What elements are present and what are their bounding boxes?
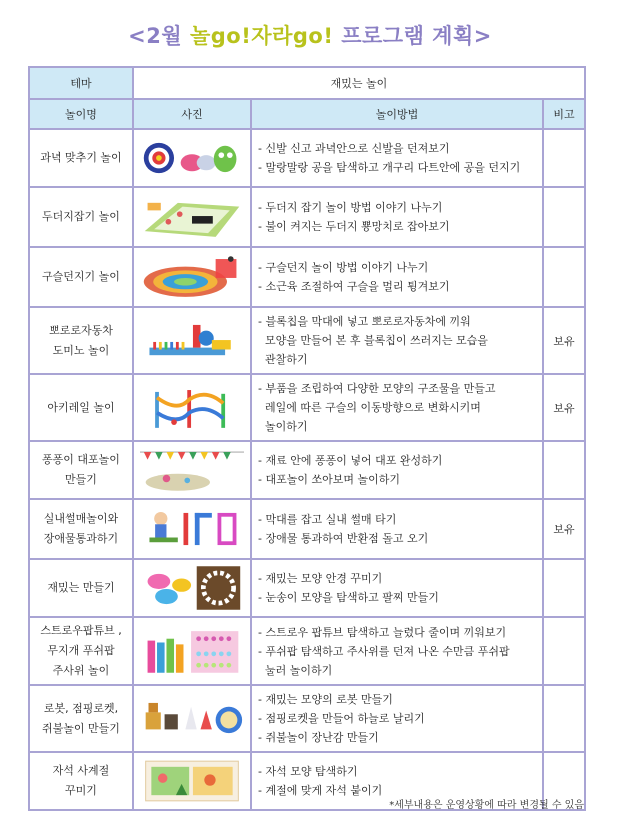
magnet-seasons-board-photo bbox=[140, 757, 244, 805]
activity-method bbox=[251, 129, 543, 187]
activity-name bbox=[29, 685, 133, 752]
table-row bbox=[29, 441, 585, 499]
whack-a-mole-photo bbox=[140, 192, 244, 242]
activity-name bbox=[29, 752, 133, 810]
activity-photo-cell bbox=[133, 685, 251, 752]
page-title bbox=[0, 20, 620, 50]
activity-method bbox=[251, 499, 543, 559]
activity-name-line: 로봇, 점핑로켓, bbox=[43, 701, 119, 715]
glasses-and-bracelet-photo bbox=[140, 564, 244, 612]
activity-rows bbox=[29, 129, 585, 810]
activity-method bbox=[251, 307, 543, 374]
activity-name-line: 스트로우팝튜브 , bbox=[40, 624, 122, 637]
method-line: - 대포놀이 쏘아보며 놀이하기 bbox=[258, 473, 400, 486]
activity-photo-cell bbox=[133, 752, 251, 810]
activity-photo-cell bbox=[133, 617, 251, 685]
program-table bbox=[28, 66, 586, 811]
theme-label: 테마 bbox=[29, 67, 133, 99]
method-line: - 불이 켜지는 두더지 뿅망치로 잡아보기 bbox=[258, 220, 450, 233]
method-line: - 눈송이 모양을 탐색하고 팔찌 만들기 bbox=[258, 591, 439, 604]
table-row bbox=[29, 499, 585, 559]
activity-name-line: 두더지잡기 놀이 bbox=[42, 210, 120, 223]
activity-photo-cell bbox=[133, 247, 251, 307]
activity-method bbox=[251, 617, 543, 685]
activity-note bbox=[543, 685, 585, 752]
activity-method bbox=[251, 187, 543, 247]
activity-note bbox=[543, 247, 585, 307]
activity-note: 보유 bbox=[543, 374, 585, 441]
method-line: - 재밌는 모양의 로봇 만들기 bbox=[258, 693, 393, 706]
activity-name-line: 아키레일 놀이 bbox=[47, 400, 115, 414]
activity-method bbox=[251, 247, 543, 307]
activity-note: 보유 bbox=[543, 499, 585, 559]
table-row bbox=[29, 129, 585, 187]
indoor-sled-photo bbox=[140, 504, 244, 554]
table-row bbox=[29, 247, 585, 307]
activity-name bbox=[29, 307, 133, 374]
table-row bbox=[29, 685, 585, 752]
activity-name-line: 구슬던지기 놀이 bbox=[42, 270, 120, 283]
method-line: - 푸쉬팝 탐색하고 주사위를 던져 나온 수만큼 푸쉬팝 bbox=[258, 644, 510, 658]
activity-photo-cell bbox=[133, 559, 251, 617]
method-line: 모양을 만들어 본 후 블록칩이 쓰러지는 모습을 bbox=[258, 334, 488, 347]
activity-note bbox=[543, 129, 585, 187]
activity-name-line: 도미노 놀이 bbox=[52, 343, 110, 357]
footnote: *세부내용은 운영상황에 따라 변경될 수 있음 bbox=[389, 800, 584, 811]
table-row bbox=[29, 559, 585, 617]
method-line: - 소근육 조절하여 구슬을 멀리 튕겨보기 bbox=[258, 280, 450, 293]
method-line: - 재밌는 모양 안경 꾸미기 bbox=[258, 572, 383, 585]
robot-rocket-photo bbox=[140, 695, 244, 743]
activity-note bbox=[543, 441, 585, 499]
method-line: 레일에 따른 구슬의 이동방향으로 변화시키며 bbox=[258, 401, 481, 414]
method-line: - 두더지 잡기 놀이 방법 이야기 나누기 bbox=[258, 201, 443, 214]
target-and-shoes-photo bbox=[140, 134, 244, 182]
activity-method bbox=[251, 374, 543, 441]
marble-rail-photo bbox=[140, 383, 244, 433]
activity-name bbox=[29, 617, 133, 685]
method-line: 관찰하기 bbox=[258, 353, 308, 366]
activity-note bbox=[543, 617, 585, 685]
table-row bbox=[29, 187, 585, 247]
method-line: - 말랑말랑 공을 탐색하고 개구리 다트안에 공을 던지기 bbox=[258, 161, 521, 174]
col-header-name: 놀이명 bbox=[29, 99, 133, 129]
activity-note bbox=[543, 559, 585, 617]
method-line: - 부품을 조립하여 다양한 모양의 구조물을 만들고 bbox=[258, 382, 496, 395]
method-line: - 점핑로켓을 만들어 하늘로 날리기 bbox=[258, 712, 425, 725]
method-line: - 쥐불놀이 장난감 만들기 bbox=[258, 731, 379, 744]
activity-name-line: 장애물통과하기 bbox=[43, 532, 119, 545]
method-line: - 막대를 잡고 실내 썰매 타기 bbox=[258, 513, 397, 526]
activity-note: 보유 bbox=[543, 307, 585, 374]
activity-name-line: 재밌는 만들기 bbox=[47, 581, 115, 594]
activity-method bbox=[251, 685, 543, 752]
col-header-note: 비고 bbox=[543, 99, 585, 129]
activity-name bbox=[29, 129, 133, 187]
activity-name-line: 실내썰매놀이와 bbox=[43, 512, 119, 525]
activity-photo-cell bbox=[133, 374, 251, 441]
method-line: - 신발 신고 과녁안으로 신발을 던져보기 bbox=[258, 142, 450, 155]
activity-name-line: 자석 사계절 bbox=[52, 764, 110, 777]
method-line: - 블록칩을 막대에 넣고 뽀로로자동차에 끼워 bbox=[258, 315, 471, 328]
domino-car-photo bbox=[140, 314, 244, 368]
activity-name bbox=[29, 499, 133, 559]
activity-name-line: 만들기 bbox=[65, 473, 97, 486]
activity-name bbox=[29, 441, 133, 499]
title-highlight: 놀go!자라go! bbox=[189, 24, 334, 48]
theme-row bbox=[29, 67, 585, 99]
activity-name-line: 퐁퐁이 대포놀이 bbox=[42, 453, 120, 466]
col-header-photo: 사진 bbox=[133, 99, 251, 129]
activity-name bbox=[29, 247, 133, 307]
header-row bbox=[29, 99, 585, 129]
activity-name bbox=[29, 374, 133, 441]
title-prefix: <2월 bbox=[128, 24, 190, 48]
activity-name bbox=[29, 187, 133, 247]
table-row bbox=[29, 307, 585, 374]
activity-method bbox=[251, 559, 543, 617]
col-header-method: 놀이방법 bbox=[251, 99, 543, 129]
marble-toss-mat-photo bbox=[140, 252, 244, 302]
activity-name-line: 과녁 맞추기 놀이 bbox=[40, 151, 122, 164]
activity-name-line: 쥐불놀이 만들기 bbox=[42, 721, 120, 735]
theme-value: 재밌는 놀이 bbox=[133, 67, 585, 99]
pompom-cannon-photo bbox=[140, 446, 244, 494]
title-suffix: 프로그램 계획> bbox=[333, 24, 492, 48]
activity-method bbox=[251, 441, 543, 499]
method-line: - 재료 안에 퐁퐁이 넣어 대포 완성하기 bbox=[258, 454, 443, 467]
activity-photo-cell bbox=[133, 307, 251, 374]
table-row bbox=[29, 374, 585, 441]
method-line: - 스트로우 팝튜브 탐색하고 늘렸다 줄이며 끼워보기 bbox=[258, 625, 507, 639]
activity-name bbox=[29, 559, 133, 617]
method-line: - 자석 모양 탐색하기 bbox=[258, 765, 358, 778]
activity-photo-cell bbox=[133, 187, 251, 247]
activity-name-line: 뽀로로자동차 bbox=[49, 323, 113, 337]
activity-name-line: 주사위 놀이 bbox=[52, 664, 110, 677]
method-line: 눌러 놀이하기 bbox=[258, 663, 333, 677]
method-line: - 장애물 통과하여 반환점 돌고 오기 bbox=[258, 532, 429, 545]
activity-name-line: 무지개 푸쉬팝 bbox=[47, 644, 115, 657]
method-line: - 구슬던지 놀이 방법 이야기 나누기 bbox=[258, 261, 429, 274]
pop-tube-photo bbox=[140, 622, 244, 680]
table-row bbox=[29, 617, 585, 685]
activity-photo-cell bbox=[133, 129, 251, 187]
activity-photo-cell bbox=[133, 441, 251, 499]
method-line: - 계절에 맞게 자석 붙이기 bbox=[258, 784, 383, 797]
activity-note bbox=[543, 187, 585, 247]
method-line: 놀이하기 bbox=[258, 420, 308, 433]
activity-name-line: 꾸미기 bbox=[65, 784, 97, 797]
activity-photo-cell bbox=[133, 499, 251, 559]
